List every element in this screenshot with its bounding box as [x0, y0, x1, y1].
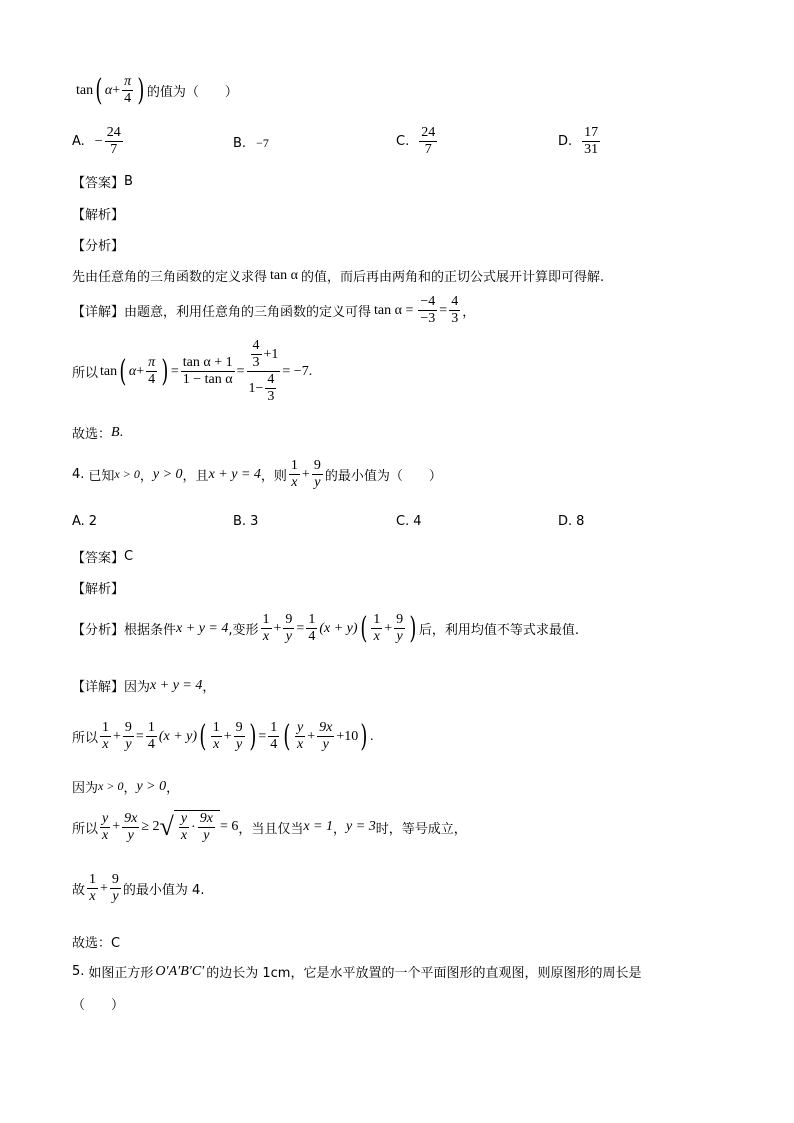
q4-answer: 【答案】 C	[72, 549, 134, 566]
q4-choose: 故选：C	[72, 936, 121, 951]
answer-value: B	[124, 174, 133, 189]
q4-conclusion: 故 $\frac{1}{x}$ + $\frac{9}{y}$ 的最小值为 4.	[72, 872, 205, 904]
answer-tag: 【答案】	[72, 176, 125, 191]
q3-answer	[72, 172, 133, 191]
q3-choose: 故选： B .	[72, 424, 124, 442]
q3-so: 所以 tan ( α + $\frac{\pi}{4}$ ) = $\frac{\text{tan α + 1}}{\text{1 − tan α}}$ = $\frac{4}{3}$ +1 1− $\frac{4}{3}$ = −7 .	[72, 338, 313, 404]
q4-option-d[interactable]: D. 8	[558, 514, 585, 529]
q3-option-b[interactable]	[233, 136, 269, 151]
q3-option-a[interactable]	[72, 125, 125, 158]
q3-detail: 【详解】 由题意，利用任意角的三角函数的定义可得 tan α = $\frac{-4}{-3}$ = $\frac{4}{3}$ ，	[72, 294, 476, 326]
q4-fenxi: 【分析】 根据条件 x + y = 4 ,变形 $\frac{1}{x}$ + $\frac{9}{y}$ = $\frac{1}{4}$ (x + y) ( $\frac{1}{x}$ + $\frac{9}{y}$ ) 后，利用均值不等式求最值.	[72, 610, 579, 646]
q3-stem-plus: +	[112, 82, 121, 98]
option-fraction: $\frac{24}{7}$	[421, 125, 436, 157]
q5-stem: 5. 如图正方形 O′A′B′C′ 的边长为 1cm，它是水平放置的一个平面图形的直观图，则原图形的周长是	[72, 963, 642, 981]
q5-paren: （ ）	[72, 998, 125, 1013]
q3-stem-tail: 的值为（ ）	[146, 85, 238, 100]
complex-fraction: $\frac{4}{3}$ +1 1− $\frac{4}{3}$	[248, 338, 279, 404]
q3-analysis-tag: 【解析】	[72, 208, 125, 223]
q3-stem-pi-over-4: $\frac{\pi}{4}$	[124, 74, 132, 106]
right-paren: )	[137, 72, 145, 108]
sqrt: √ $\frac{y}{x}$ · $\frac{9x}{y}$	[160, 810, 220, 844]
option-fraction: $\frac{24}{7}$	[106, 125, 121, 157]
option-label: B.	[233, 136, 247, 151]
q3-stem	[76, 74, 238, 107]
q3-option-c[interactable]	[396, 125, 439, 158]
option-label: A.	[72, 134, 85, 149]
q4-option-a[interactable]: A. 2	[72, 514, 98, 529]
q3-fenxi-text: 先由任意角的三角函数的定义求得 tan α 的值，而后再由两角和的正切公式展开计算即可得解.	[72, 267, 605, 285]
option-label: C.	[396, 134, 410, 149]
q4-stem: 4. 已知 x > 0 ， y > 0 ，且 x + y = 4 ，则 $\frac{1}{x}$ + $\frac{9}{y}$ 的最小值为（ ）	[72, 458, 442, 490]
option-value: −7	[256, 136, 269, 150]
q4-because: 因为 x > 0 ， y > 0 ，	[72, 778, 180, 796]
left-paren: (	[95, 72, 103, 108]
q3-stem-fn: tan	[76, 82, 94, 98]
q3-option-d[interactable]	[558, 125, 602, 158]
option-label: D.	[558, 134, 573, 149]
q3-fenxi-tag: 【分析】	[72, 239, 125, 254]
q4-so: 所以 $\frac{1}{x}$ + $\frac{9}{y}$ = $\frac{1}{4}$ (x + y) ( $\frac{1}{x}$ + $\frac{9}{y}$ ) = $\frac{1}{4}$ ( $\frac{y}{x}$ + $\frac{9x}{y}$ +10 ) .	[72, 718, 374, 754]
q4-analysis-tag: 【解析】	[72, 582, 125, 597]
q4-option-c[interactable]: C. 4	[396, 514, 422, 529]
option-fraction: $\frac{17}{31}$	[584, 125, 599, 157]
q4-detail: 【详解】 因为 x + y = 4 ，	[72, 677, 216, 695]
option-sign: −	[94, 133, 103, 149]
q3-stem-alpha: α	[104, 82, 113, 98]
q4-inequality: 所以 $\frac{y}{x}$ + $\frac{9x}{y}$ ≥ 2 √ $\frac{y}{x}$ · $\frac{9x}{y}$ = 6 ，当且仅当 x = 1 ， y = 3 时，等号成立，	[72, 810, 467, 843]
q4-option-b[interactable]: B. 3	[233, 514, 259, 529]
